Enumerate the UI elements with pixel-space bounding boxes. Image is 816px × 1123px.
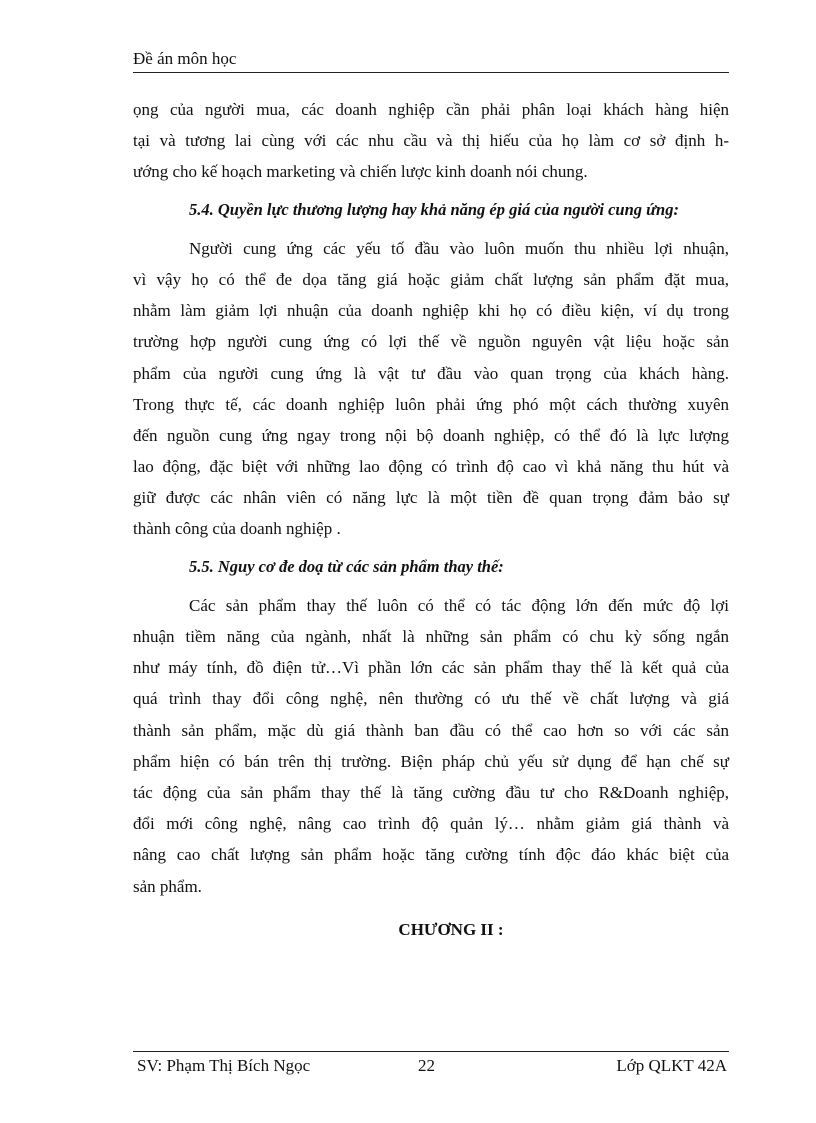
page-content <box>133 94 729 945</box>
text-line: quá trình thay đổi công nghệ, nên thường có ưu thế về chất lượng và giá <box>133 689 729 709</box>
text-line: đến nguồn cung ứng ngay trong nội bộ doanh nghiệp, có thể đó là lực lượng <box>133 425 729 445</box>
paragraph-supplier-power <box>133 233 729 545</box>
paragraph-intro <box>133 94 729 188</box>
text-line: ướng cho kế hoạch marketing và chiến lược kinh doanh nói chung. <box>133 162 588 182</box>
text-line: vì vậy họ có thể đe dọa tăng giá hoặc giảm chất lượng sản phẩm đặt mua, <box>133 269 729 289</box>
text-line: phẩm hiện có bán trên thị trường. Biện pháp chủ yếu sử dụng để hạn chế sự <box>133 751 729 771</box>
section-heading-5-4: 5.4. Quyền lực thương lượng hay khả năng ép giá của người cung ứng: <box>189 199 679 219</box>
text-line: nhuận tiềm năng của ngành, nhất là những sản phẩm có chu kỳ sống ngắn <box>133 627 729 647</box>
footer-class: Lớp QLKT 42A <box>616 1056 727 1075</box>
text-line: nâng cao chất lượng sản phẩm hoặc tăng cường tính độc đáo khác biệt của <box>133 845 729 865</box>
chapter-title: CHƯƠNG II : <box>398 919 504 939</box>
section-heading-5-5: 5.5. Nguy cơ đe doạ từ các sản phẩm thay thế: <box>189 556 504 576</box>
paragraph-substitutes <box>133 590 729 902</box>
text-line: thành sản phẩm, mặc dù giá thành ban đầu có thể cao hơn so với các sản <box>133 720 729 740</box>
footer-page-number: 22 <box>418 1056 435 1075</box>
text-line: Trong thực tế, các doanh nghiệp luôn phải ứng phó một cách thường xuyên <box>133 394 729 414</box>
text-line: trường hợp người cung ứng có lợi thế về nguồn nguyên vật liệu hoặc sản <box>133 332 729 352</box>
text-line: thành công của doanh nghiệp . <box>133 519 341 539</box>
text-line: Các sản phẩm thay thế luôn có thể có tác động lớn đến mức độ lợi <box>189 595 729 615</box>
header-title: Đề án môn học <box>133 49 237 68</box>
text-line: phẩm của người cung ứng là vật tư đầu vào quan trọng của khách hàng. <box>133 363 729 383</box>
text-line: tác động của sản phẩm thay thế là tăng cường đầu tư cho R&Doanh nghiệp, <box>133 782 729 802</box>
text-line: sản phẩm. <box>133 876 202 896</box>
text-line: ọng của người mua, các doanh nghiệp cần phải phân loại khách hàng hiện <box>133 100 729 119</box>
text-line: giữ được các nhân viên có năng lực là một tiền đề quan trọng đảm bảo sự <box>133 488 729 508</box>
text-line: tại và tương lai cùng với các nhu cầu và thị hiếu của họ làm cơ sở định h- <box>133 131 729 151</box>
text-line: như máy tính, đồ điện tử…Vì phần lớn các sản phẩm thay thế là kết quả của <box>133 658 729 678</box>
page-footer <box>133 1051 729 1080</box>
footer-student-name: SV: Phạm Thị Bích Ngọc <box>137 1056 311 1075</box>
page-header <box>133 48 729 73</box>
text-line: nhằm làm giảm lợi nhuận của doanh nghiệp khi họ có điều kiện, ví dụ trong <box>133 301 729 321</box>
text-line: lao động, đặc biệt với những lao động có trình độ cao vì khả năng thu hút và <box>133 457 729 477</box>
text-line: đổi mới công nghệ, nâng cao trình độ quản lý… nhằm giảm giá thành và <box>133 814 729 834</box>
text-line: Người cung ứng các yếu tố đầu vào luôn muốn thu nhiều lợi nhuận, <box>189 238 729 258</box>
